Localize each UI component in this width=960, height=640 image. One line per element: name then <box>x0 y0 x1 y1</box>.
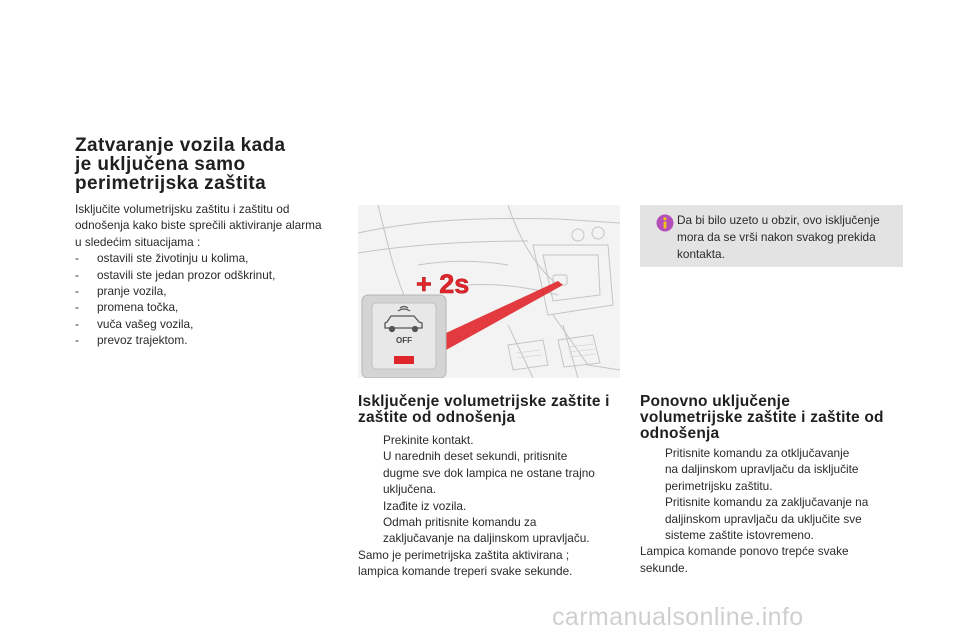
info-text <box>677 212 899 263</box>
footer-line: sekunde. <box>640 560 688 575</box>
disable-footer <box>358 547 623 580</box>
section-heading-disable <box>358 394 628 426</box>
list-item <box>358 514 623 547</box>
page-title-line: perimetrijska zaštita <box>75 173 267 194</box>
step-line: Pritisnite komandu za zaključavanje na <box>665 495 869 510</box>
step-line: U narednih deset sekundi, pritisnite <box>383 449 568 464</box>
info-line: kontakta. <box>677 247 725 261</box>
list-item <box>75 250 345 266</box>
reenable-footer <box>640 543 905 576</box>
footer-line: Samo je perimetrijska zaštita aktivirana ; <box>358 547 570 562</box>
step-line: Prekinite kontakt. <box>383 433 474 447</box>
intro-text <box>75 201 345 349</box>
footer-line: Lampica komande ponovo trepće svake <box>640 544 849 559</box>
list-item <box>358 448 623 497</box>
heading-line: volumetrijske zaštite i zaštite od <box>640 409 884 426</box>
situations-list <box>75 250 345 348</box>
list-dash: - <box>75 333 79 348</box>
list-dash: - <box>75 284 79 299</box>
info-line: mora da se vrši nakon svakog prekida <box>677 230 876 244</box>
list-item <box>358 432 623 448</box>
disable-steps-section <box>358 432 623 580</box>
heading-line: odnošenja <box>640 425 720 442</box>
heading-line: Ponovno uključenje <box>640 393 791 410</box>
list-item <box>640 445 905 494</box>
step-line: dugme sve dok lampica ne ostane trajno <box>383 465 595 480</box>
info-line: Da bi bilo uzeto u obzir, ovo isključenje <box>677 213 880 227</box>
step-line: Pritisnite komandu za otključavanje <box>665 446 850 460</box>
list-item <box>75 283 345 299</box>
heading-line: Isključenje volumetrijske zaštite i <box>358 393 610 410</box>
indicator-lamp <box>394 356 414 364</box>
list-item <box>75 316 345 332</box>
step-line: perimetrijsku zaštitu. <box>665 478 773 493</box>
info-icon <box>656 214 674 232</box>
list-dash: - <box>75 300 79 315</box>
step-line: Odmah pritisnite komandu za <box>383 515 537 530</box>
list-item-text: vuča vašeg vozila, <box>97 316 194 331</box>
step-line: na daljinskom upravljaču da isključite <box>665 462 859 477</box>
section-heading-reenable <box>640 394 910 442</box>
step-line: daljinskom upravljaču da uključite sve <box>665 511 862 526</box>
watermark: carmanualsonline.info <box>552 603 804 631</box>
list-dash: - <box>75 267 79 282</box>
list-item <box>75 267 345 283</box>
dashboard-drawing <box>358 205 620 378</box>
reenable-steps <box>640 445 905 543</box>
step-line: zaključavanje na daljinskom upravljaču. <box>383 531 590 546</box>
page-title-line: je uključena samo <box>75 154 246 175</box>
info-box <box>640 205 903 267</box>
page-title <box>75 136 335 193</box>
footer-line: lampica komande treperi svake sekunde. <box>358 564 573 579</box>
list-dash: - <box>75 316 79 331</box>
list-item-text: ostavili ste jedan prozor odškrinut, <box>97 267 276 282</box>
list-item <box>75 299 345 315</box>
step-line: Izađite iz vozila. <box>383 498 467 513</box>
list-dash: - <box>75 251 79 266</box>
page-title-line: Zatvaranje vozila kada <box>75 135 286 156</box>
list-item-text: ostavili ste životinju u kolima, <box>97 251 249 266</box>
list-item <box>640 494 905 543</box>
intro-line: u sledećim situacijama : <box>75 234 201 249</box>
reenable-steps-section <box>640 445 905 576</box>
intro-line: Isključite volumetrijsku zaštitu i zaštitu od <box>75 202 290 216</box>
heading-line: zaštite od odnošenja <box>358 409 516 426</box>
step-line: uključena. <box>383 482 437 497</box>
list-item <box>75 332 345 348</box>
list-item-text: promena točka, <box>97 300 179 315</box>
list-item-text: pranje vozila, <box>97 284 167 299</box>
hold-duration-label: + 2s <box>416 269 470 299</box>
disable-steps <box>358 432 623 547</box>
dashboard-illustration <box>358 205 620 378</box>
list-item <box>358 498 623 514</box>
intro-line: odnošenja kako biste sprečili aktiviranje alarma <box>75 218 322 233</box>
list-item-text: prevoz trajektom. <box>97 333 188 348</box>
off-label: OFF <box>396 336 412 345</box>
step-line: sisteme zaštite istovremeno. <box>665 528 814 543</box>
